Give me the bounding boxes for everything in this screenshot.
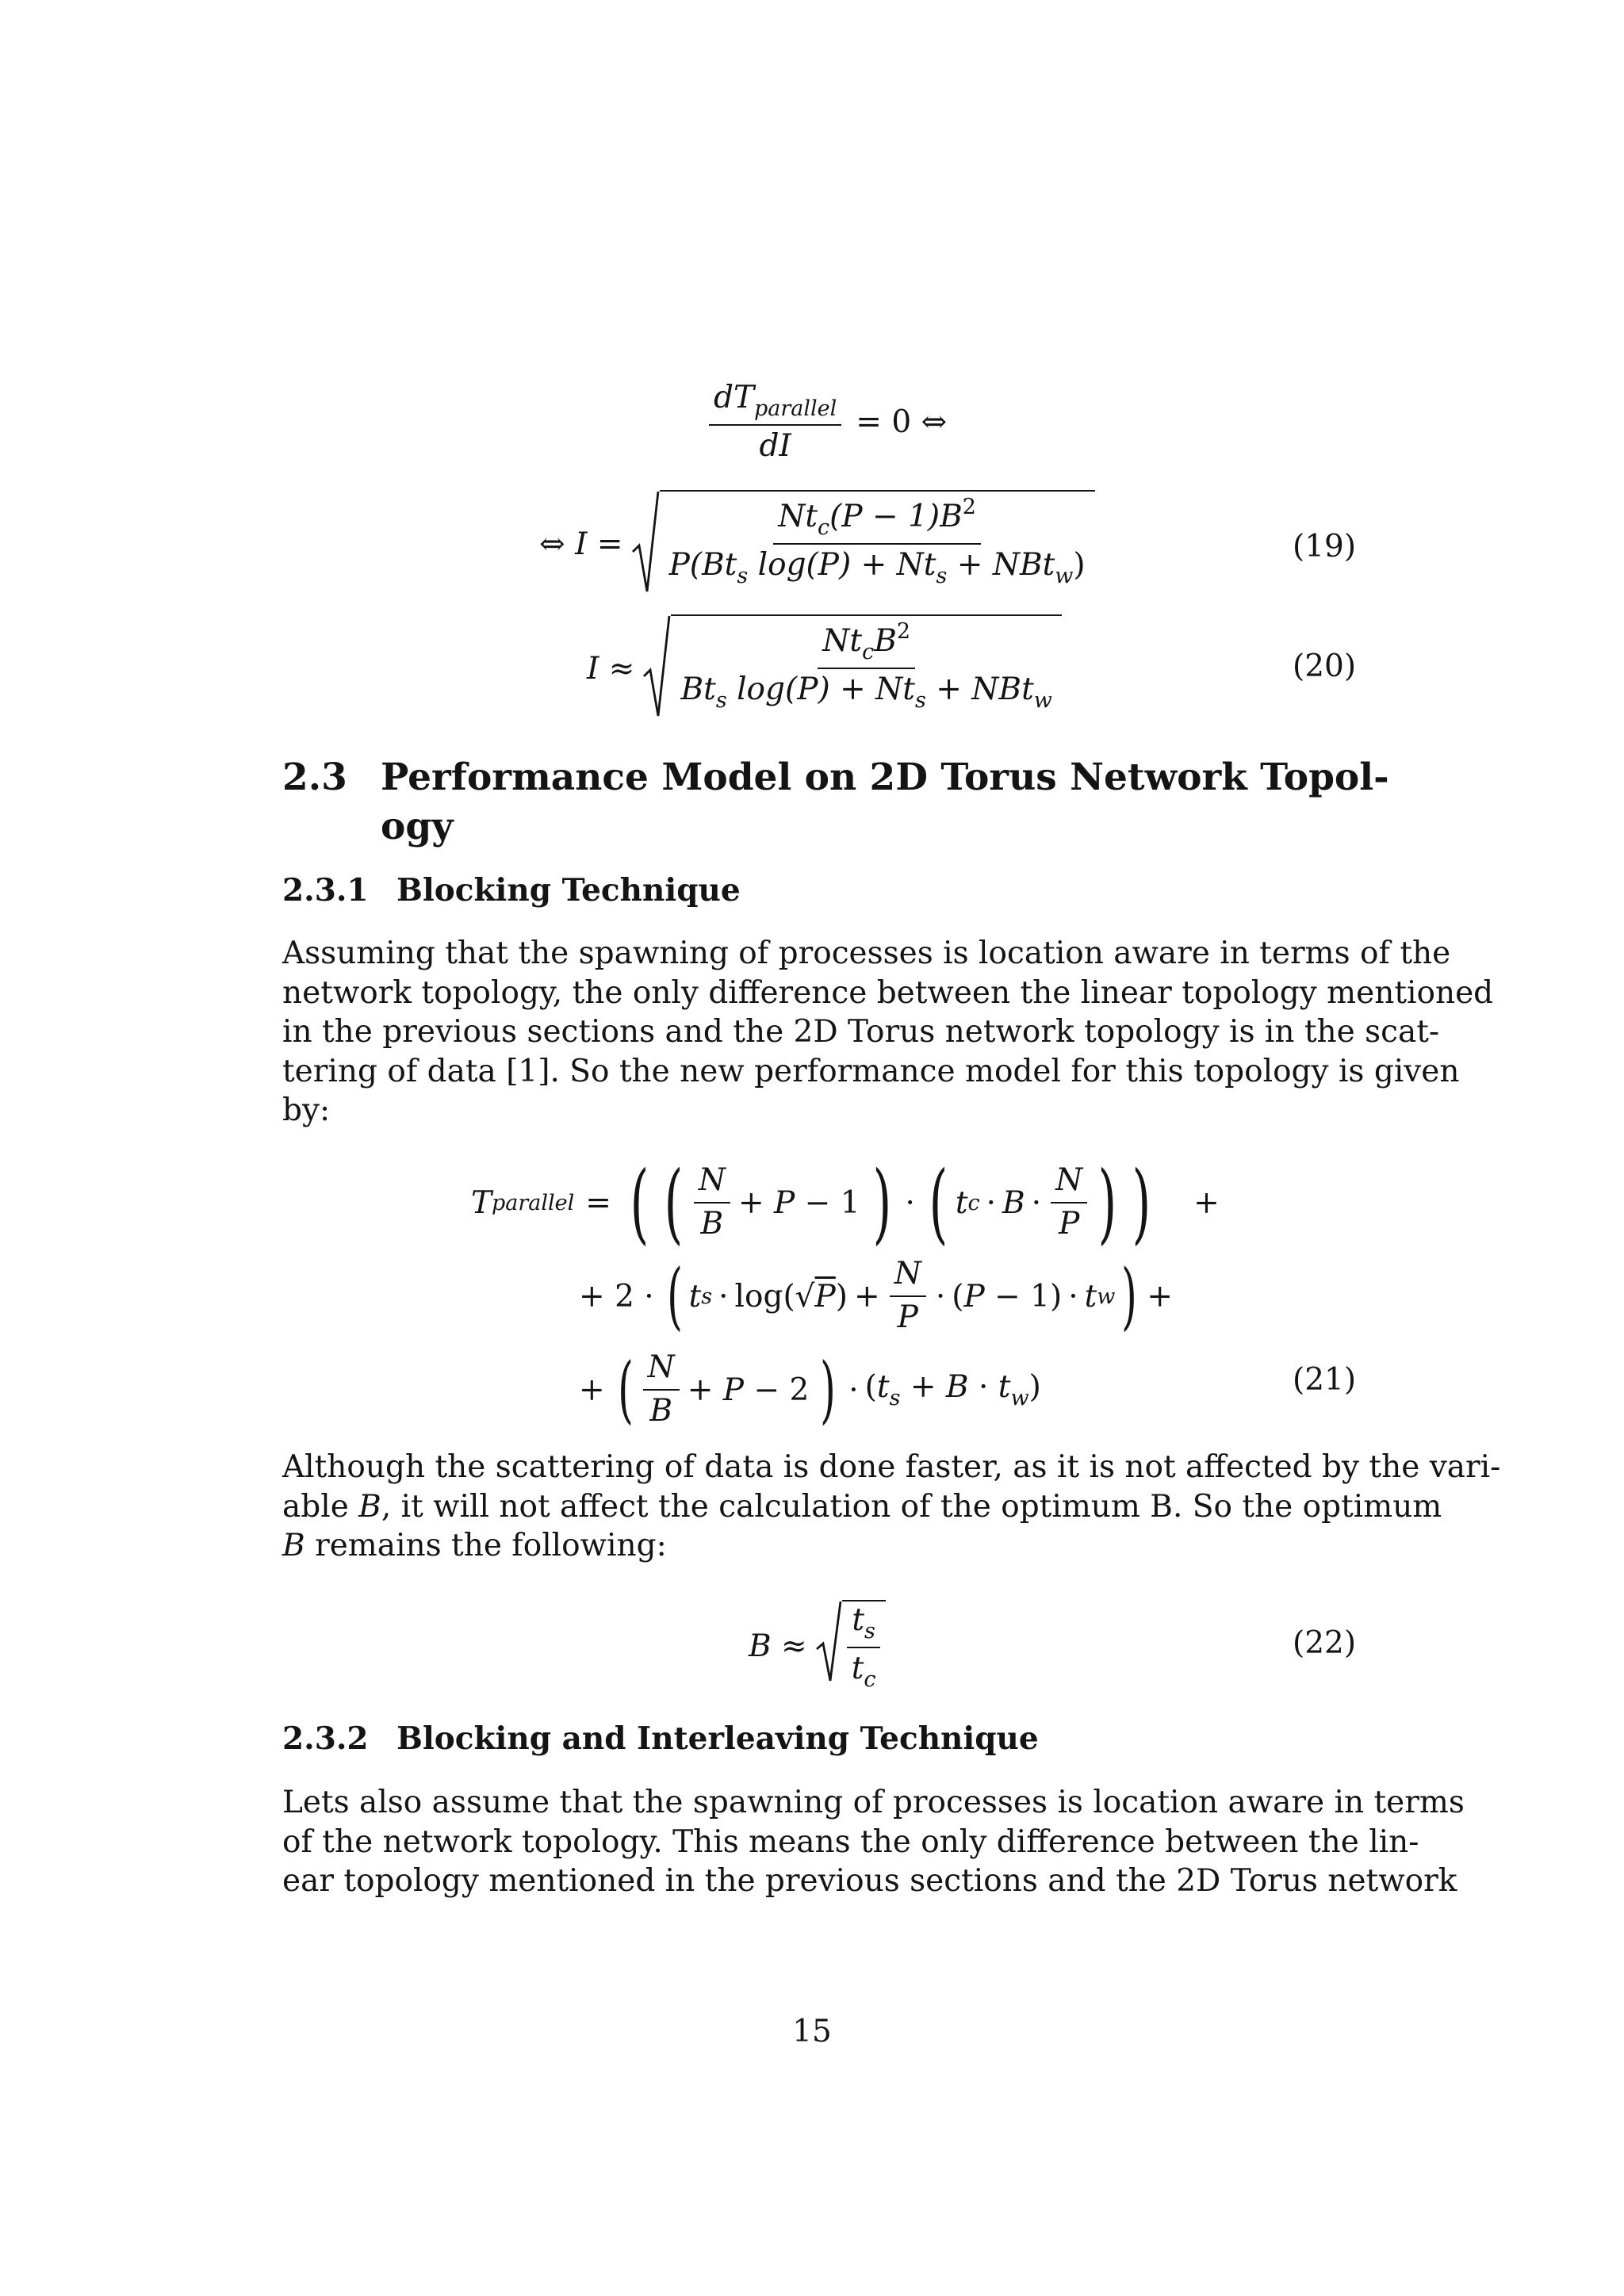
equation-21-line-1: T parallel = ( ( $\frac{N}{B}$ + P − 1 ) · ( t c · B · $\frac{N}{P}$ ) ) + (471, 1152, 1220, 1253)
equation-number-22: (22) (1293, 1625, 1357, 1661)
equation-21-line-3: + ( $\frac{N}{B}$ + P − 2 ) · $(t_s + B \cdot t_w)$ (579, 1347, 1041, 1433)
equation-21 (471, 1152, 1327, 1437)
equation-number-21: (21) (1293, 1362, 1357, 1398)
paragraph-1: Assuming that the spawning of processes is location aware in terms of the network topology, the only difference between the linear topology mentioned in the previous sections and the 2D Torus network topology is in the scat- tering of data [1]. So the new performance model for this topology is given by: (282, 936, 1494, 1128)
equation-number-20: (20) (1293, 649, 1357, 684)
equation-22: B ≈ $\frac{t_s}{t_c}$ (749, 1600, 886, 1692)
sqrt-symbol: $\frac{Nt_c(P - 1)B^2}{P(Bt_s \log(P) + Nt_s + NBt_w)}$ (631, 490, 1095, 598)
page-number: 15 (792, 2014, 832, 2049)
equation-number-19: (19) (1293, 529, 1357, 564)
section-heading: 2.3 Performance Model on 2D Torus Network Topol- ogy (282, 756, 1389, 848)
subsection-heading-2: 2.3.2 Blocking and Interleaving Technique (282, 1720, 1039, 1757)
derivative-fraction: $\frac{dT_{parallel}}{dI}$ (709, 381, 841, 465)
subsection-heading-1: 2.3.1 Blocking Technique (282, 872, 741, 909)
equation-19: ⇔ I = $\frac{Nt_c(P - 1)B^2}{P(Bt_s \log(P) + Nt_s + NBt_w)}$ (539, 490, 1095, 598)
paragraph-3: Lets also assume that the spawning of processes is location aware in terms of the network topology. This means the only difference between the lin- ear topology mentioned in the previous sections and the 2D Torus network (282, 1785, 1465, 1899)
paragraph-2: Although the scattering of data is done faster, as it is not affected by the vari- able B, it will not affect the calculation of the optimum B. So the optimum B remains the following: (282, 1449, 1501, 1563)
sqrt-symbol: $\frac{t_s}{t_c}$ (815, 1600, 886, 1692)
sqrt-symbol: $\frac{Nt_cB^2}{Bt_s \log(P) + Nt_s + NBt_w}$ (642, 614, 1061, 722)
equation-derivative: $\frac{dT_{parallel}}{dI}$ = 0 ⇔ (706, 381, 947, 465)
equation-20: I ≈ $\frac{Nt_cB^2}{Bt_s \log(P) + Nt_s + NBt_w}$ (587, 614, 1062, 722)
equation-21-line-2: + 2 · ( t s · log(√P) + $\frac{N}{P}$ · (P − 1) · t w ) + (579, 1253, 1174, 1339)
